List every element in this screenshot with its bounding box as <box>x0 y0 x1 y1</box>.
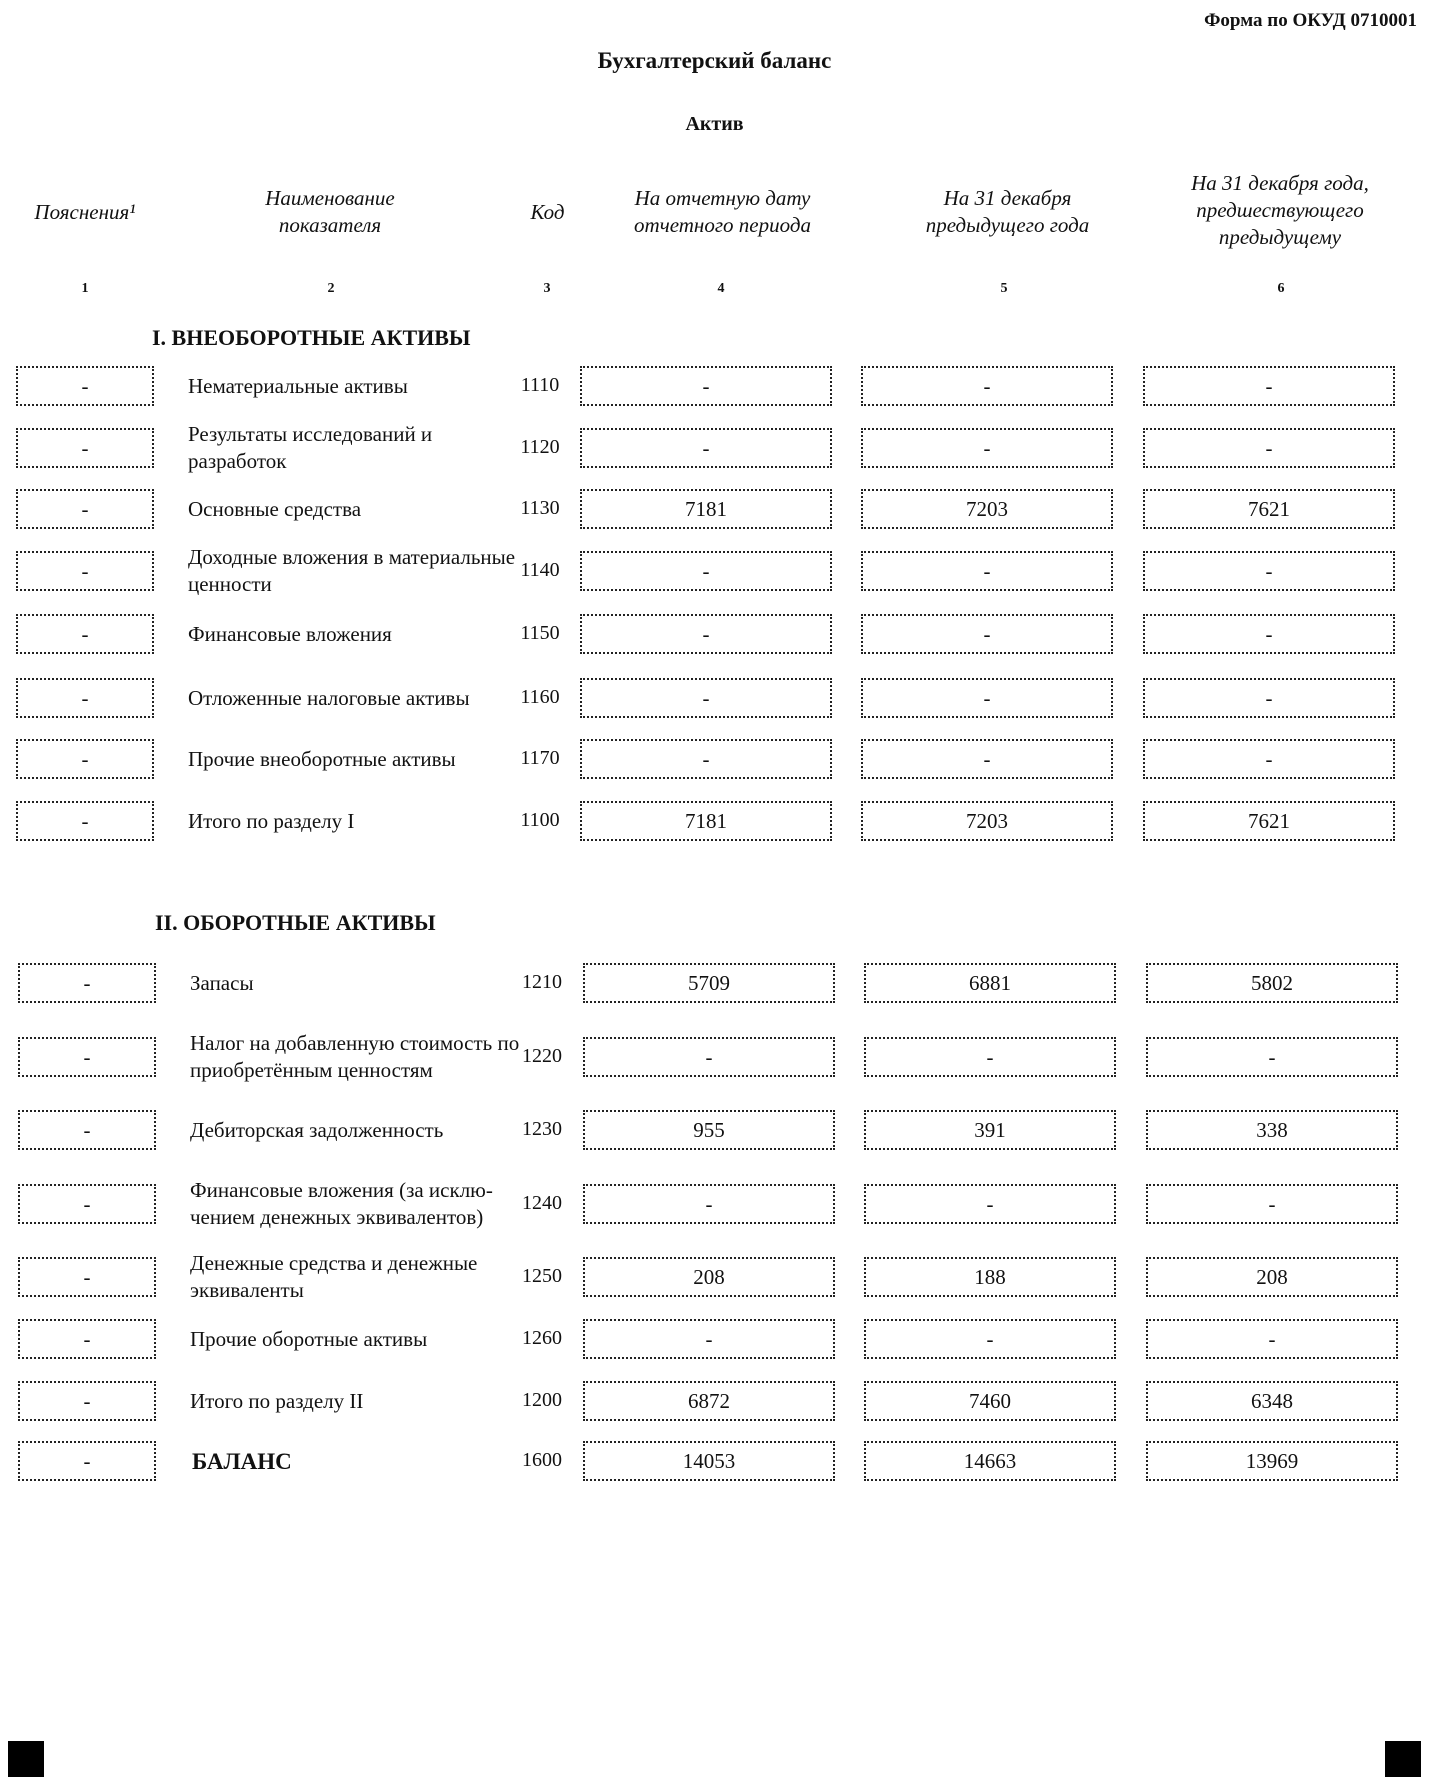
value-year-before: - <box>1143 614 1395 654</box>
column-number: 2 <box>327 281 335 296</box>
header-year-before-previous: На 31 декабря года, предшествующего предыдущему <box>1191 171 1369 249</box>
value-current: 5709 <box>583 963 835 1003</box>
form-code: Форма по ОКУД 0710001 <box>1204 10 1417 31</box>
row-label: Налог на добавленную стоимость по приобретённым ценностям <box>190 1031 520 1082</box>
value-current: 14053 <box>583 1441 835 1481</box>
value-year-before: 7621 <box>1143 489 1395 529</box>
note-cell: - <box>16 614 154 654</box>
value-current: - <box>580 678 832 718</box>
row-label: Финансовые вложения <box>188 621 392 646</box>
row-code: 1250 <box>522 1265 562 1287</box>
balance-total-label: БАЛАНС <box>192 1448 292 1474</box>
value-previous-year: 14663 <box>864 1441 1116 1481</box>
value-year-before: - <box>1143 739 1395 779</box>
row-code: 1100 <box>520 809 560 831</box>
value-previous-year: - <box>864 1184 1116 1224</box>
row-label: Прочие внеоборотные активы <box>188 746 456 771</box>
row-code: 1150 <box>520 622 560 644</box>
column-number: 5 <box>1000 281 1008 296</box>
row-label: Финансовые вложения (за исклю- чением денежных эквивалентов) <box>190 1178 493 1229</box>
value-year-before: - <box>1146 1319 1398 1359</box>
header-code: Код <box>530 200 565 224</box>
note-cell: - <box>18 1381 156 1421</box>
row-code: 1110 <box>520 374 560 396</box>
row-code: 1130 <box>520 497 560 519</box>
header-current-period: На отчетную дату отчетного периода <box>634 186 811 237</box>
document-title: Бухгалтерский баланс <box>597 48 832 73</box>
value-year-before: - <box>1143 678 1395 718</box>
note-cell: - <box>16 678 154 718</box>
row-code: 1210 <box>522 971 562 993</box>
note-cell: - <box>18 1184 156 1224</box>
row-label: Итого по разделу II <box>190 1388 364 1413</box>
row-label: Основные средства <box>188 496 362 521</box>
header-notes: Пояснения¹ <box>34 200 136 224</box>
value-previous-year: - <box>864 1319 1116 1359</box>
value-year-before: 13969 <box>1146 1441 1398 1481</box>
row-code: 1160 <box>520 686 560 708</box>
value-current: - <box>580 739 832 779</box>
value-previous-year: - <box>864 1037 1116 1077</box>
column-number: 3 <box>543 281 551 296</box>
value-previous-year: - <box>861 428 1113 468</box>
row-label: Дебиторская задолженность <box>190 1117 444 1142</box>
row-label: Отложенные налоговые активы <box>188 685 470 710</box>
value-year-before: 6348 <box>1146 1381 1398 1421</box>
note-cell: - <box>18 963 156 1003</box>
value-previous-year: 6881 <box>864 963 1116 1003</box>
note-cell: - <box>18 1110 156 1150</box>
row-code: 1140 <box>520 559 560 581</box>
row-code: 1240 <box>522 1192 562 1214</box>
balance-side-title: Актив <box>685 113 744 135</box>
value-current: 7181 <box>580 801 832 841</box>
registration-mark <box>1385 1741 1421 1777</box>
value-previous-year: - <box>861 366 1113 406</box>
value-year-before: - <box>1146 1184 1398 1224</box>
row-label: Прочие оборотные активы <box>190 1326 428 1351</box>
note-cell: - <box>18 1257 156 1297</box>
value-previous-year: - <box>861 678 1113 718</box>
value-year-before: 208 <box>1146 1257 1398 1297</box>
value-current: 208 <box>583 1257 835 1297</box>
row-label: Доходные вложения в материальные ценности <box>188 545 516 596</box>
column-number: 1 <box>81 281 89 296</box>
note-cell: - <box>16 801 154 841</box>
row-label: Запасы <box>190 970 254 995</box>
note-cell: - <box>18 1441 156 1481</box>
value-previous-year: 7203 <box>861 801 1113 841</box>
value-current: 6872 <box>583 1381 835 1421</box>
value-current: - <box>583 1184 835 1224</box>
note-cell: - <box>16 366 154 406</box>
value-current: - <box>580 614 832 654</box>
registration-mark <box>8 1741 44 1777</box>
row-code: 1220 <box>522 1045 562 1067</box>
row-code: 1200 <box>522 1389 562 1411</box>
row-code: 1600 <box>522 1449 562 1471</box>
value-current: - <box>580 366 832 406</box>
value-previous-year: 188 <box>864 1257 1116 1297</box>
value-year-before: 5802 <box>1146 963 1398 1003</box>
value-previous-year: - <box>861 614 1113 654</box>
value-current: 7181 <box>580 489 832 529</box>
row-label: Итого по разделу I <box>188 808 355 833</box>
value-current: 955 <box>583 1110 835 1150</box>
value-previous-year: - <box>861 739 1113 779</box>
value-current: - <box>583 1319 835 1359</box>
note-cell: - <box>16 428 154 468</box>
value-current: - <box>580 551 832 591</box>
value-current: - <box>583 1037 835 1077</box>
row-label: Денежные средства и денежные эквиваленты <box>190 1251 478 1302</box>
note-cell: - <box>16 551 154 591</box>
value-year-before: - <box>1146 1037 1398 1077</box>
value-year-before: - <box>1143 428 1395 468</box>
value-year-before: 338 <box>1146 1110 1398 1150</box>
row-code: 1230 <box>522 1118 562 1140</box>
note-cell: - <box>18 1319 156 1359</box>
value-current: - <box>580 428 832 468</box>
row-label: Нематериальные активы <box>188 373 408 398</box>
column-number: 6 <box>1277 281 1285 296</box>
header-indicator-name: Наименование показателя <box>265 186 395 237</box>
row-label: Результаты исследований и разработок <box>188 422 433 473</box>
value-previous-year: 7203 <box>861 489 1113 529</box>
note-cell: - <box>16 489 154 529</box>
row-code: 1170 <box>520 747 560 769</box>
value-previous-year: - <box>861 551 1113 591</box>
section-title: I. ВНЕОБОРОТНЫЕ АКТИВЫ <box>152 325 471 350</box>
value-year-before: 7621 <box>1143 801 1395 841</box>
note-cell: - <box>18 1037 156 1077</box>
header-previous-year: На 31 декабря предыдущего года <box>925 186 1090 237</box>
row-code: 1260 <box>522 1327 562 1349</box>
row-code: 1120 <box>520 436 560 458</box>
value-previous-year: 7460 <box>864 1381 1116 1421</box>
note-cell: - <box>16 739 154 779</box>
value-year-before: - <box>1143 366 1395 406</box>
section-title: II. ОБОРОТНЫЕ АКТИВЫ <box>155 910 436 935</box>
value-previous-year: 391 <box>864 1110 1116 1150</box>
column-number: 4 <box>717 281 725 296</box>
value-year-before: - <box>1143 551 1395 591</box>
